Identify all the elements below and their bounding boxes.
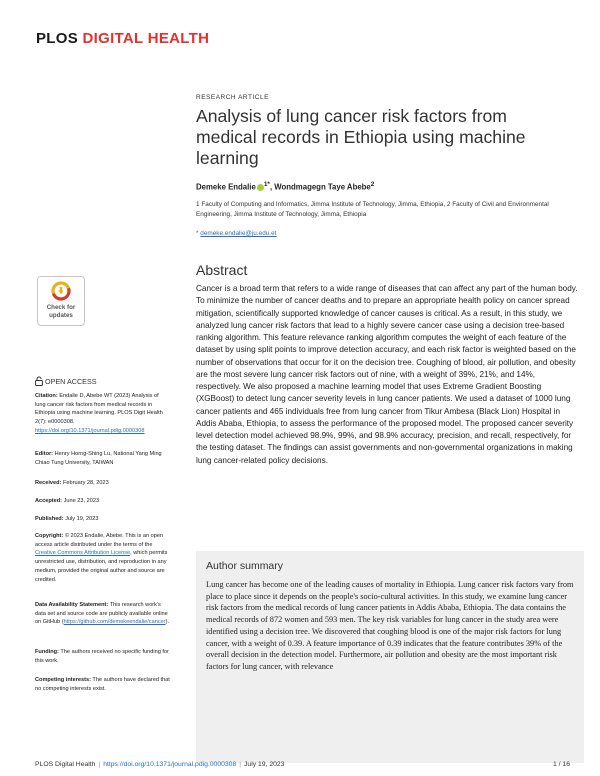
received-block — [35, 479, 170, 488]
github-link[interactable]: https://github.com/demekeendalie/cancer — [63, 619, 166, 626]
received-date: February 28, 2023 — [63, 480, 109, 486]
update-ring-icon — [51, 281, 71, 301]
published-label: Published: — [35, 516, 64, 522]
affiliations: 1 Faculty of Computing and Informatics, Jimma Institute of Technology, Jimma, Ethiopia, 2 Faculty of Civil and Environmental Engineering, Jimma Institute of Technology, Jimma, Ethiopia — [196, 201, 549, 218]
footer-doi-link[interactable]: https://doi.org/10.1371/journal.pdig.0000308 — [103, 761, 237, 768]
author-list — [196, 181, 374, 192]
competing-interests-block — [35, 676, 170, 693]
accepted-block — [35, 497, 170, 506]
email-star: * — [196, 230, 199, 237]
open-access-text: OPEN ACCESS — [45, 377, 97, 386]
author-2-marks: 2 — [370, 181, 375, 188]
footer-date: July 19, 2023 — [244, 761, 285, 768]
editor-label: Editor: — [35, 451, 54, 457]
badge-line-2: updates — [49, 312, 73, 319]
citation-text: Endalie D, Abebe WT (2023) Analysis of lung cancer risk factors from medical records in Ethiopia using machine learning. PLOS Digit Health 2(7): e0000308. — [35, 393, 163, 426]
data-availability-text-2: ). — [165, 619, 170, 626]
copyright-text-2: , which permits unrestricted use, distribution, and reproduction in any medium, provided the original author and source are credited. — [35, 550, 168, 583]
data-availability-label: Data Availability Statement: — [35, 602, 109, 608]
author-1-name[interactable]: Demeke Endalie — [196, 182, 256, 192]
published-block — [35, 515, 170, 524]
published-date: July 19, 2023 — [65, 516, 99, 522]
funding-label: Funding: — [35, 649, 59, 655]
copyright-label: Copyright: — [35, 533, 64, 539]
article-title: Analysis of lung cancer risk factors from medical records in Ethiopia using machine learning — [196, 106, 526, 168]
badge-line-1: Check for — [46, 304, 76, 311]
citation-doi-link[interactable]: https://doi.org/10.1371/journal.pdig.0000308 — [35, 427, 145, 434]
article-type: RESEARCH ARTICLE — [196, 94, 269, 101]
copyright-text-1: © 2023 Endalie, Abebe. This is an open access article distributed under the terms of the — [35, 533, 164, 548]
accepted-label: Accepted: — [35, 498, 63, 504]
editor-text: Henry Horng-Shing Lu, National Yang Ming Chiao Tung University, TAIWAN — [35, 451, 162, 466]
journal-brand — [36, 30, 209, 47]
data-availability-block — [35, 601, 170, 627]
page-footer: PLOS Digital Health | https://doi.org/10.1371/journal.pdig.0000308 | July 19, 2023 — [35, 761, 285, 768]
citation-label: Citation: — [35, 393, 58, 399]
data-availability-text-1: This research work's data set and source code are publicly available online on GitHub ( — [35, 602, 168, 626]
abstract-heading: Abstract — [196, 262, 248, 278]
author-1-marks: 1* — [263, 181, 270, 188]
footer-journal: PLOS Digital Health — [35, 761, 96, 768]
competing-interests-label: Competing interests: — [35, 677, 91, 683]
open-lock-icon — [35, 376, 43, 386]
page-number: 1 / 16 — [552, 761, 570, 768]
author-summary-text: Lung cancer has become one of the leading causes of mortality in Ethiopia. Lung cancer risk factors vary from place to place since it depends on the people's socio-cultural activities. In this study, we examine lung cancer risk factors from the medical records of lung cancer patients in Addis Ababa, Ethiopia. The data contains the medical records of 872 women and 593 men. The key risk variables for lung cancer in the study area were identified using a decision tree. We discovered that coughing blood is one of the major risk factors for lung cancer, with a weight of 0.39. A feature importance of 0.39 indicates that the feature contributes 39% of the overall decision in the detection model. Furthermore, air pollution and obesity are the most important risk factors for lung cancer, with relevance — [206, 580, 574, 671]
accepted-date: June 23, 2023 — [63, 498, 100, 504]
funding-text: The authors received no specific funding for this work. — [35, 649, 169, 664]
citation-block — [35, 392, 170, 436]
author-2-name[interactable]: , Wondmagegn Taye Abebe — [269, 182, 371, 192]
funding-block — [35, 648, 170, 665]
competing-interests-text: The authors have declared that no competing interests exist. — [35, 677, 170, 692]
cc-license-link[interactable]: Creative Commons Attribution License — [35, 550, 131, 557]
author-summary-heading: Author summary — [206, 560, 284, 572]
copyright-block — [35, 532, 170, 584]
brand-plos: PLOS — [36, 30, 79, 47]
abstract-text: Cancer is a broad term that refers to a wide range of diseases that can affect any part of the human body. To minimize the number of cancer deaths and to prepare an appropriate health policy on cancer spread mitigation, scientifically supported knowledge of cancer causes is critical. As a result, in this study, we analyzed lung cancer risk factors that lead to a highly severe cancer case using a decision tree-based ranking algorithm. This feature relevance ranking algorithm computes the weight of each feature of the dataset by using split points to improve detection accuracy, and each risk factor is weighted based on the number of observations that occur for it on the decision tree. Coughing of blood, air pollution, and obesity are the most severe lung cancer risk factors out of nine, with a weight of 39%, 21%, and 14%, respectively. We also proposed a machine learning model that uses Extreme Gradient Boosting (XGBoost) to detect lung cancer severity levels in lung cancer patients. We used a dataset of 1000 lung cancer patients and 465 individuals free from lung cancer from Tikur Ambesa (Black Lion) Hospital in Addis Ababa, Ethiopia, to assess the performance of the proposed model. The proposed cancer severity level detection model achieved 98.9%, 99%, and 98.9% accuracy, precision, and recall, respectively, for the testing dataset. The findings can assist governments and non-governmental organizations in making lung cancer-related policy decisions. — [196, 284, 578, 465]
received-label: Received: — [35, 480, 62, 486]
corresponding-email — [196, 230, 276, 237]
editor-block — [35, 450, 170, 467]
email-link[interactable]: demeke.endalie@ju.edu.et — [200, 230, 277, 237]
brand-digital-health: DIGITAL HEALTH — [82, 30, 210, 47]
open-access-label — [35, 376, 97, 386]
check-for-updates-badge[interactable] — [37, 276, 85, 326]
orcid-icon[interactable] — [257, 184, 264, 191]
